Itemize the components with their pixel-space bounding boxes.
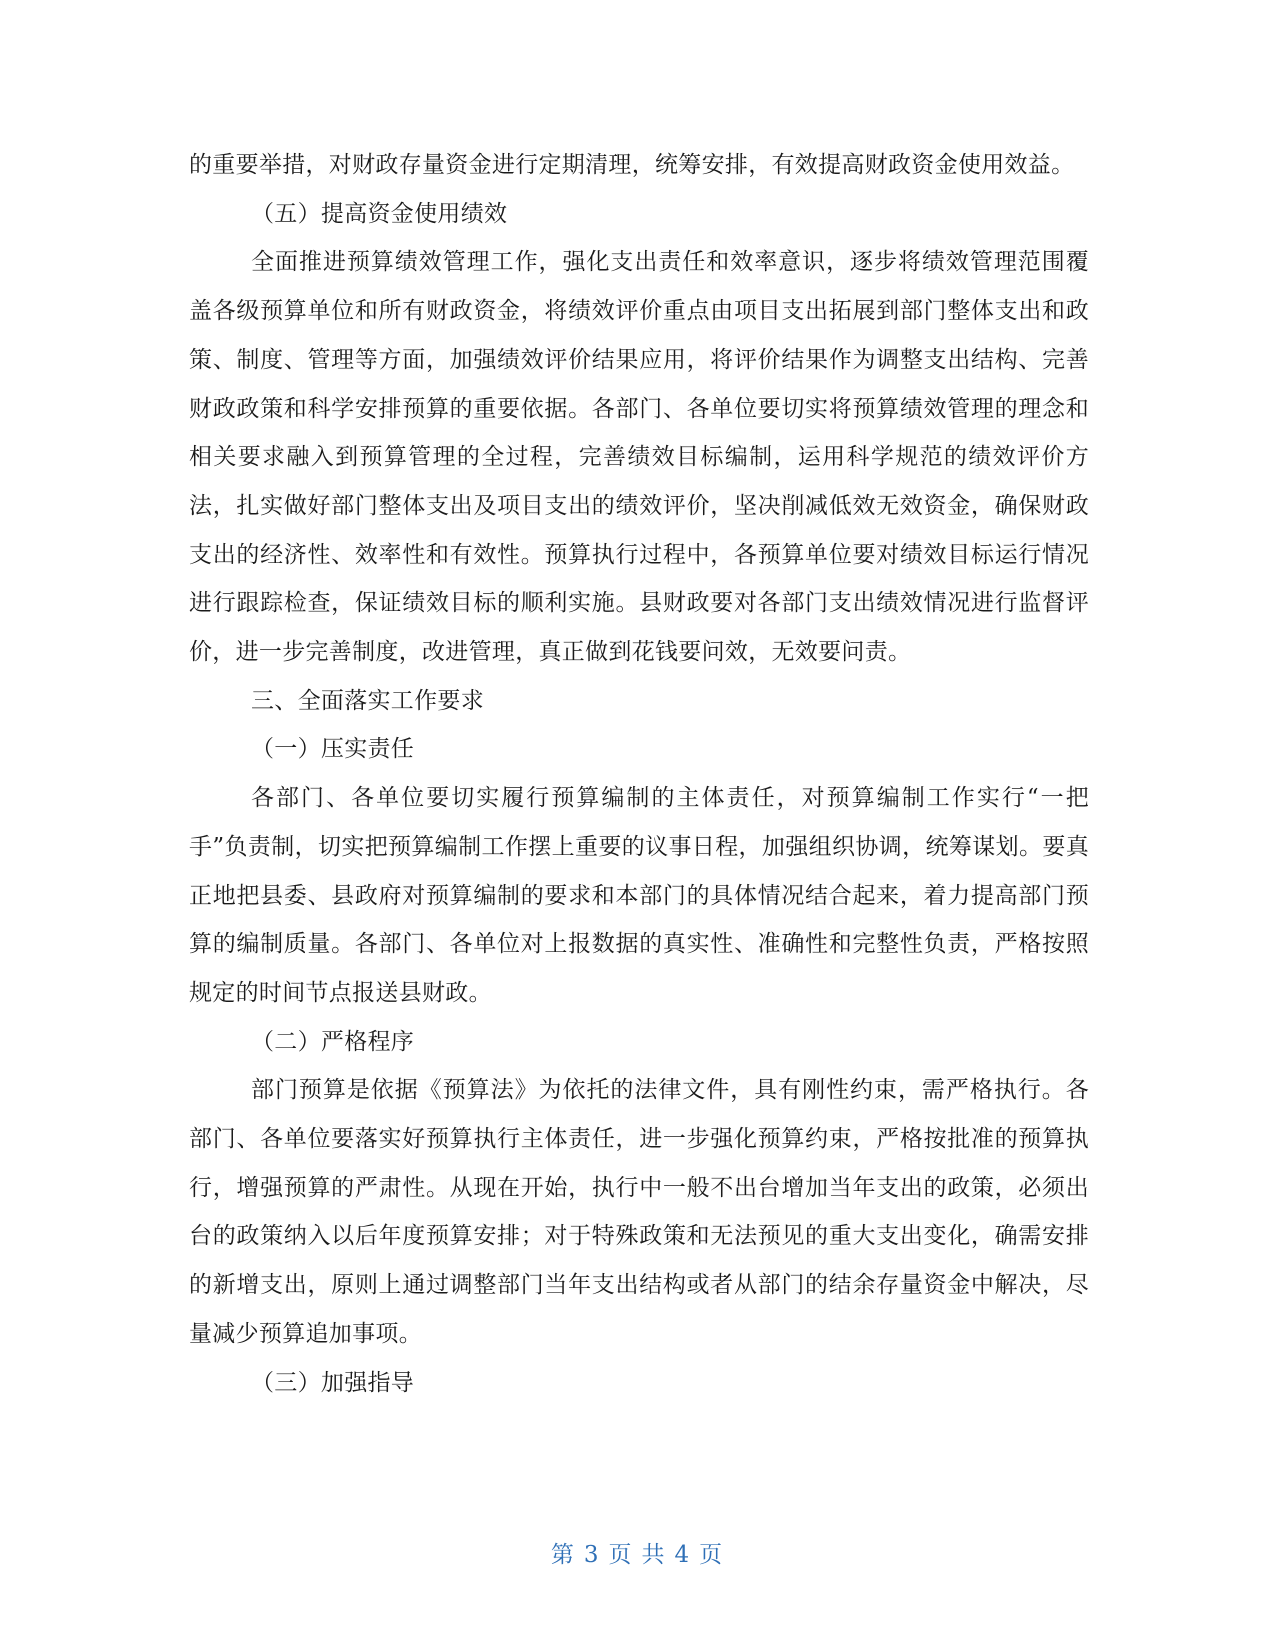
paragraph-1: 的重要举措，对财政存量资金进行定期清理，统筹安排，有效提高财政资金使用效益。	[189, 152, 1075, 178]
footer-page-word: 页	[608, 1542, 634, 1568]
footer-suffix: 页	[699, 1542, 725, 1568]
document-body	[189, 141, 1089, 1407]
paragraph-procedure: 部门预算是依据《预算法》为依托的法律文件，具有刚性约束，需严格执行。各部门、各单位要落实好预算执行主体责任，进一步强化预算约束，严格按批准的预算执行，增强预算的严肃性。从现在开始，执行中一般不出台增加当年支出的政策，必须出台的政策纳入以后年度预算安排；对于特殊政策和无法预见的重大支出变化，确需安排的新增支出，原则上通过调整部门当年支出结构或者从部门的结余存量资金中解决，尽量减少预算追加事项。	[189, 1077, 1089, 1347]
section-heading-2: （二）严格程序	[251, 1028, 415, 1055]
section-heading-1: （一）压实责任	[251, 736, 415, 763]
chapter-heading-3: 三、全面落实工作要求	[251, 687, 484, 714]
page-footer	[0, 1536, 1275, 1569]
section-heading-5: （五）提高资金使用绩效	[251, 200, 508, 227]
paragraph-responsibility: 各部门、各单位要切实履行预算编制的主体责任，对预算编制工作实行“一把手”负责制，切实把预算编制工作摆上重要的议事日程，加强组织协调，统筹谋划。要真正地把县委、县政府对预算编制的要求和本部门的具体情况结合起来，着力提高部门预算的编制质量。各部门、各单位对上报数据的真实性、准确性和完整性负责，严格按照规定的时间节点报送县财政。	[189, 785, 1089, 1006]
footer-page-number: 3	[583, 1542, 601, 1568]
paragraph-performance: 全面推进预算绩效管理工作，强化支出责任和效率意识，逐步将绩效管理范围覆盖各级预算单位和所有财政资金，将绩效评价重点由项目支出拓展到部门整体支出和政策、制度、管理等方面，加强绩效评价结果应用，将评价结果作为调整支出结构、完善财政政策和科学安排预算的重要依据。各部门、各单位要切实将预算绩效管理的理念和相关要求融入到预算管理的全过程，完善绩效目标编制，运用科学规范的绩效评价方法，扎实做好部门整体支出及项目支出的绩效评价，坚决削减低效无效资金，确保财政支出的经济性、效率性和有效性。预算执行过程中，各预算单位要对绩效目标运行情况进行跟踪检查，保证绩效目标的顺利实施。县财政要对各部门支出绩效情况进行监督评价，进一步完善制度，改进管理，真正做到花钱要问效，无效要问责。	[189, 249, 1089, 666]
footer-total-pages: 4	[674, 1542, 692, 1568]
section-heading-3: （三）加强指导	[251, 1369, 415, 1396]
footer-total-word: 共	[641, 1542, 667, 1568]
footer-prefix: 第	[550, 1542, 576, 1568]
